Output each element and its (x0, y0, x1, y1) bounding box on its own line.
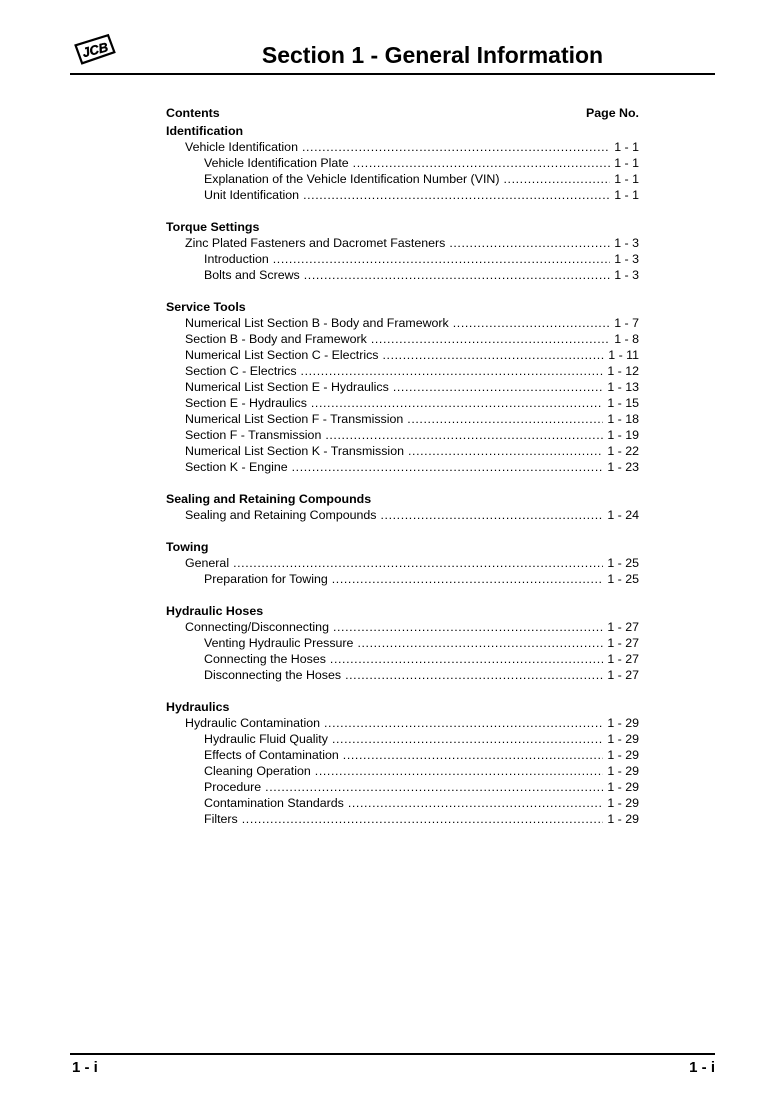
toc-entry-label: Numerical List Section C - Electrics (185, 348, 379, 362)
toc-entry-label: Section K - Engine (185, 460, 288, 474)
toc-entry-label: Venting Hydraulic Pressure (204, 636, 354, 650)
page-title: Section 1 - General Information (261, 42, 604, 68)
toc-entry-label: Procedure (204, 780, 262, 794)
toc-entry (166, 459, 639, 475)
page-number-label: Page No. (585, 106, 639, 120)
dot-leader (311, 395, 603, 411)
toc-entry-page: 1 - 29 (607, 732, 639, 746)
toc-entry-page: 1 - 29 (607, 748, 639, 762)
dot-leader (324, 715, 603, 731)
toc-header (166, 105, 639, 121)
jcb-logo (72, 32, 116, 66)
toc-entry-page: 1 - 29 (607, 812, 639, 826)
toc-entry (166, 443, 639, 459)
toc-entry-label: Hydraulic Fluid Quality (204, 732, 328, 746)
toc-entry (166, 651, 639, 667)
dot-leader (265, 779, 603, 795)
footer-page-right: 1 - i (689, 1059, 715, 1076)
toc-entry-page: 1 - 7 (614, 316, 639, 330)
dot-leader (371, 331, 610, 347)
dot-leader (315, 763, 604, 779)
dot-leader (408, 443, 603, 459)
footer-page-left: 1 - i (72, 1059, 98, 1076)
toc-entry (166, 347, 639, 363)
toc-entry (166, 555, 639, 571)
dot-leader (301, 363, 604, 379)
dot-leader (302, 139, 610, 155)
toc-entry (166, 363, 639, 379)
dot-leader (330, 651, 603, 667)
dot-leader (332, 731, 603, 747)
dot-leader (273, 251, 610, 267)
toc-section-title: Sealing and Retaining Compounds (166, 492, 372, 506)
toc-entry-label: Contamination Standards (204, 796, 344, 810)
toc-entry (166, 715, 639, 731)
toc-entry-label: Preparation for Towing (204, 572, 328, 586)
toc-entry-page: 1 - 29 (607, 780, 639, 794)
toc-entry (166, 235, 639, 251)
toc-entry-page: 1 - 27 (607, 620, 639, 634)
toc-entry-label: Explanation of the Vehicle Identification Number (VIN) (204, 172, 500, 186)
toc-section-title: Torque Settings (166, 220, 260, 234)
dot-leader (449, 235, 610, 251)
toc-section (166, 299, 639, 475)
toc-entry-label: Zinc Plated Fasteners and Dacromet Fasteners (185, 236, 446, 250)
toc-entry (166, 411, 639, 427)
toc-entry-label: Effects of Contamination (204, 748, 339, 762)
toc-section (166, 603, 639, 683)
toc-section (166, 699, 639, 827)
toc-entry-page: 1 - 29 (607, 764, 639, 778)
dot-leader (503, 171, 610, 187)
toc-entry-label: Section E - Hydraulics (185, 396, 307, 410)
dot-leader (333, 619, 603, 635)
toc-entry (166, 811, 639, 827)
dot-leader (242, 811, 604, 827)
toc-entry (166, 731, 639, 747)
toc-entry (166, 619, 639, 635)
toc-entry-page: 1 - 11 (608, 348, 639, 362)
dot-leader (382, 347, 604, 363)
toc-entry (166, 571, 639, 587)
toc-entry (166, 747, 639, 763)
toc-entry-label: Numerical List Section B - Body and Framework (185, 316, 449, 330)
dot-leader (453, 315, 610, 331)
table-of-contents (166, 105, 639, 827)
toc-entry-page: 1 - 27 (607, 636, 639, 650)
toc-entry-page: 1 - 1 (614, 140, 639, 154)
toc-entry-page: 1 - 15 (607, 396, 639, 410)
dot-leader (345, 667, 603, 683)
toc-entry (166, 267, 639, 283)
toc-entry-page: 1 - 22 (607, 444, 639, 458)
toc-entry-page: 1 - 1 (614, 188, 639, 202)
toc-section-title: Hydraulic Hoses (166, 604, 264, 618)
toc-entry-label: Section C - Electrics (185, 364, 297, 378)
toc-section (166, 491, 639, 523)
dot-leader (357, 635, 603, 651)
toc-entry (166, 251, 639, 267)
toc-entry-label: Numerical List Section K - Transmission (185, 444, 404, 458)
toc-section-title: Identification (166, 124, 244, 138)
toc-section-title: Hydraulics (166, 700, 230, 714)
toc-entry (166, 795, 639, 811)
toc-entry (166, 331, 639, 347)
toc-entry-label: Section B - Body and Framework (185, 332, 367, 346)
toc-entry (166, 187, 639, 203)
dot-leader (233, 555, 603, 571)
toc-entry-page: 1 - 29 (607, 796, 639, 810)
dot-leader (343, 747, 604, 763)
toc-sections (166, 123, 639, 827)
toc-entry-label: Numerical List Section E - Hydraulics (185, 380, 389, 394)
toc-entry (166, 667, 639, 683)
toc-entry-page: 1 - 1 (614, 156, 639, 170)
toc-section (166, 219, 639, 283)
toc-entry-label: Filters (204, 812, 238, 826)
header-rule (70, 73, 715, 75)
dot-leader (407, 411, 603, 427)
toc-section (166, 123, 639, 203)
toc-section-title: Towing (166, 540, 209, 554)
dot-leader (332, 571, 604, 587)
logo-text: JCB (80, 39, 110, 61)
contents-label: Contents (166, 106, 220, 120)
toc-entry-label: Section F - Transmission (185, 428, 322, 442)
toc-entry-page: 1 - 13 (607, 380, 639, 394)
dot-leader (353, 155, 611, 171)
toc-entry-page: 1 - 3 (614, 252, 639, 266)
toc-entry-page: 1 - 25 (607, 572, 639, 586)
toc-entry-label: Introduction (204, 252, 269, 266)
toc-entry (166, 427, 639, 443)
toc-entry-page: 1 - 27 (607, 652, 639, 666)
toc-entry (166, 507, 639, 523)
dot-leader (303, 187, 610, 203)
dot-leader (381, 507, 604, 523)
toc-entry-page: 1 - 3 (614, 268, 639, 282)
dot-leader (292, 459, 604, 475)
toc-entry-page: 1 - 3 (614, 236, 639, 250)
toc-section-title: Service Tools (166, 300, 246, 314)
toc-entry-label: General (185, 556, 230, 570)
toc-entry-page: 1 - 25 (607, 556, 639, 570)
dot-leader (348, 795, 603, 811)
toc-entry-label: Cleaning Operation (204, 764, 311, 778)
toc-entry (166, 635, 639, 651)
toc-entry (166, 171, 639, 187)
toc-entry (166, 379, 639, 395)
toc-entry (166, 315, 639, 331)
toc-entry-label: Vehicle Identification Plate (204, 156, 349, 170)
toc-entry-label: Disconnecting the Hoses (204, 668, 342, 682)
footer-rule (70, 1053, 715, 1055)
toc-entry-label: Hydraulic Contamination (185, 716, 320, 730)
toc-entry (166, 395, 639, 411)
toc-entry-label: Bolts and Screws (204, 268, 300, 282)
toc-entry-page: 1 - 18 (607, 412, 639, 426)
toc-entry-label: Unit Identification (204, 188, 300, 202)
toc-entry (166, 779, 639, 795)
toc-entry-page: 1 - 27 (607, 668, 639, 682)
toc-entry (166, 155, 639, 171)
dot-leader (325, 427, 603, 443)
toc-entry (166, 139, 639, 155)
toc-entry-page: 1 - 1 (614, 172, 639, 186)
dot-leader (304, 267, 610, 283)
toc-entry-label: Sealing and Retaining Compounds (185, 508, 377, 522)
toc-entry-page: 1 - 24 (607, 508, 639, 522)
toc-entry (166, 763, 639, 779)
toc-entry-page: 1 - 19 (607, 428, 639, 442)
toc-entry-page: 1 - 23 (607, 460, 639, 474)
toc-entry-label: Connecting/Disconnecting (185, 620, 329, 634)
toc-entry-label: Vehicle Identification (185, 140, 298, 154)
toc-entry-page: 1 - 29 (607, 716, 639, 730)
dot-leader (393, 379, 603, 395)
toc-entry-label: Connecting the Hoses (204, 652, 326, 666)
toc-section (166, 539, 639, 587)
toc-entry-label: Numerical List Section F - Transmission (185, 412, 404, 426)
toc-entry-page: 1 - 12 (607, 364, 639, 378)
toc-entry-page: 1 - 8 (614, 332, 639, 346)
